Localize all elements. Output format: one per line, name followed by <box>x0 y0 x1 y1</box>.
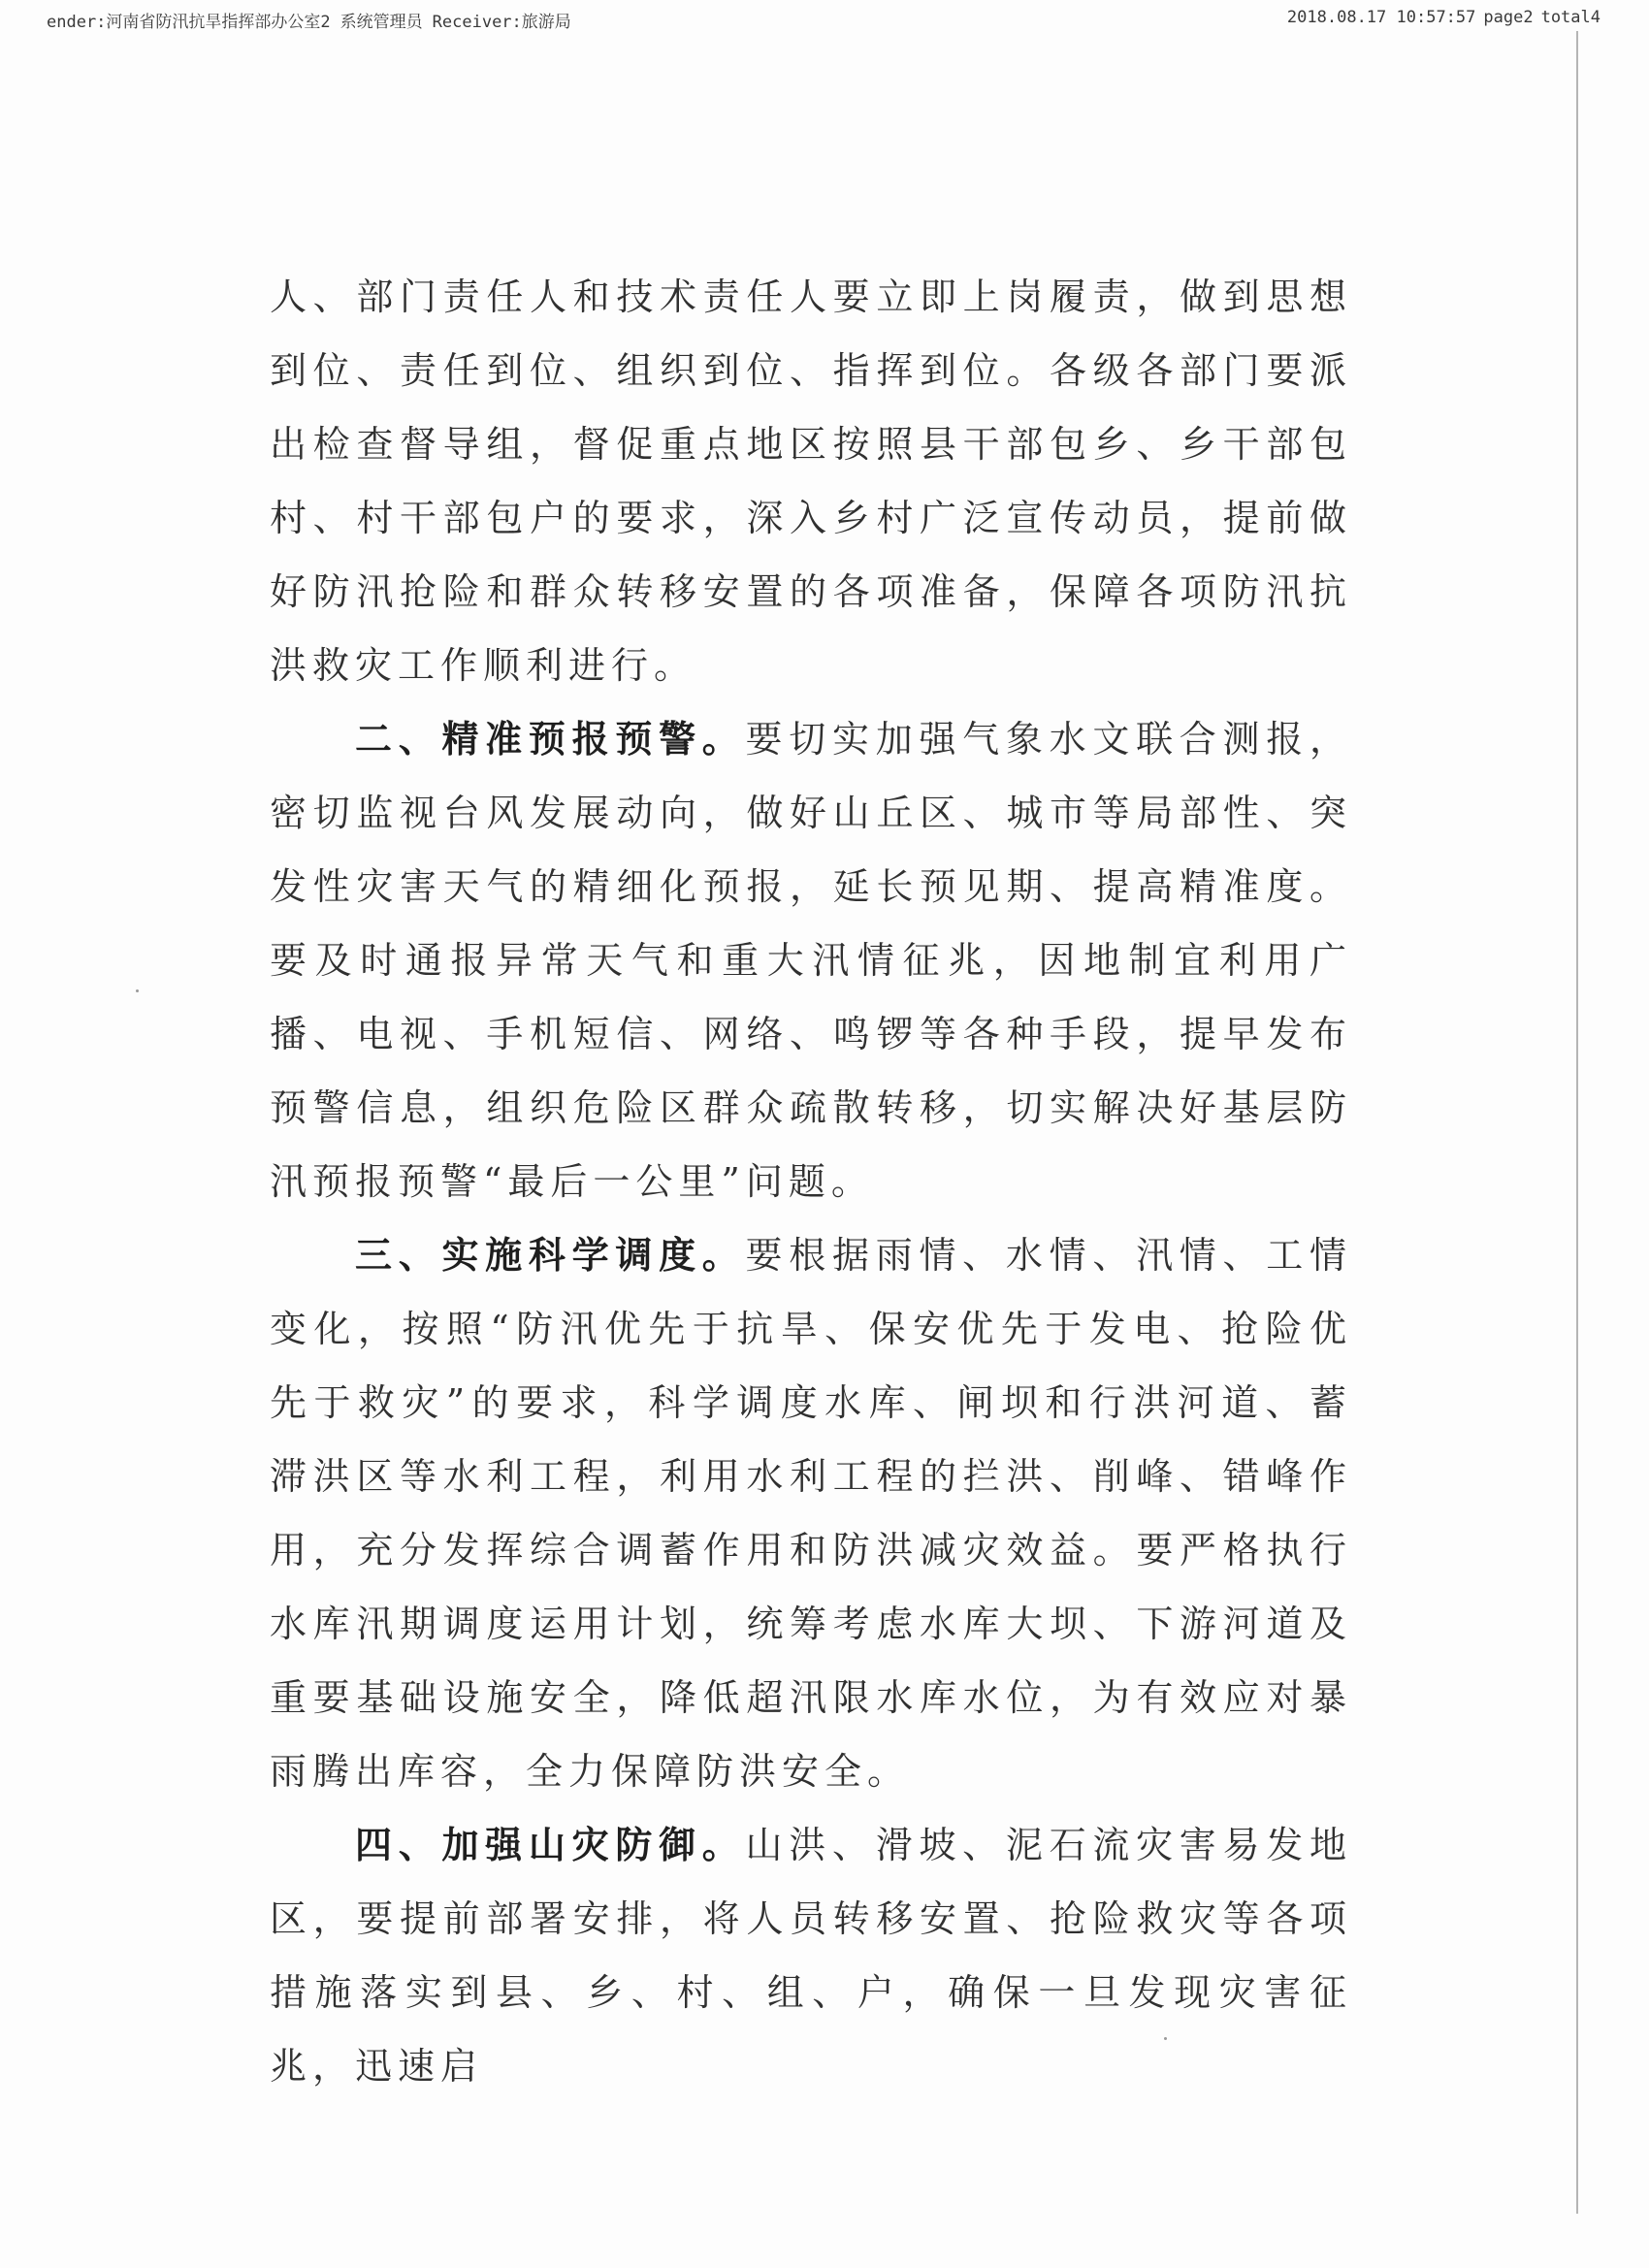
paragraph-forecast-warning <box>270 702 1352 1218</box>
paragraph-text: 要切实加强气象水文联合测报，密切监视台风发展动向，做好山丘区、城市等局部性、突发性灾害天气的精细化预报，延长预见期、提高精准度。要及时通报异常天气和重大汛情征兆，因地制宜利用广播、电视、手机短信、网络、鸣锣等各种手段，提早发布预警信息，组织危险区群众疏散转移，切实解决好基层防汛预报预警“最后一公里”问题。 <box>270 718 1352 1203</box>
paragraph-continuation <box>270 260 1352 702</box>
scan-speck <box>136 989 139 992</box>
fax-sender: ender:河南省防汛抗旱指挥部办公室2 <box>47 13 331 32</box>
fax-page-number: page2 <box>1483 8 1534 27</box>
paragraph-heading: 三、实施科学调度。 <box>355 1234 746 1277</box>
paragraph-text: 要根据雨情、水情、汛情、工情变化，按照“防汛优先于抗旱、保安优先于发电、抢险优先于救灾”的要求，科学调度水库、闸坝和行洪河道、蓄滞洪区等水利工程，利用水利工程的拦洪、削峰、错峰作用，充分发挥综合调蓄作用和防洪减灾效益。要严格执行水库汛期调度运用计划，统筹考虑水库大坝、下游河道及重要基础设施安全，降低超汛限水库水位，为有效应对暴雨腾出库容，全力保障防洪安全。 <box>270 1234 1352 1793</box>
fax-receiver: Receiver:旅游局 <box>432 13 571 32</box>
paragraph-mountain-disaster <box>270 1808 1352 2103</box>
fax-page-total: total4 <box>1540 8 1600 27</box>
fax-datetime: 2018.08.17 10:57:57 <box>1286 8 1476 27</box>
fax-sender-role: 系统管理员 <box>340 13 423 32</box>
fax-header-right <box>1279 8 1600 27</box>
fax-header-left <box>47 8 581 32</box>
paragraph-scientific-dispatch <box>270 1218 1352 1808</box>
scan-speck <box>1164 2037 1167 2040</box>
scan-edge-line <box>1576 31 1578 2214</box>
paragraph-text: 人、部门责任人和技术责任人要立即上岗履责，做到思想到位、责任到位、组织到位、指挥到位。各级各部门要派出检查督导组，督促重点地区按照县干部包乡、乡干部包村、村干部包户的要求，深入乡村广泛宣传动员，提前做好防汛抢险和群众转移安置的各项准备，保障各项防汛抗洪救灾工作顺利进行。 <box>270 275 1352 687</box>
fax-header <box>47 8 1600 37</box>
paragraph-heading: 四、加强山灾防御。 <box>355 1824 746 1866</box>
paragraph-heading: 二、精准预报预警。 <box>355 718 746 761</box>
paragraph-text: 山洪、滑坡、泥石流灾害易发地区，要提前部署安排，将人员转移安置、抢险救灾等各项措施落实到县、乡、村、组、户，确保一旦发现灾害征兆，迅速启 <box>270 1824 1352 2088</box>
document-body <box>270 260 1352 2103</box>
